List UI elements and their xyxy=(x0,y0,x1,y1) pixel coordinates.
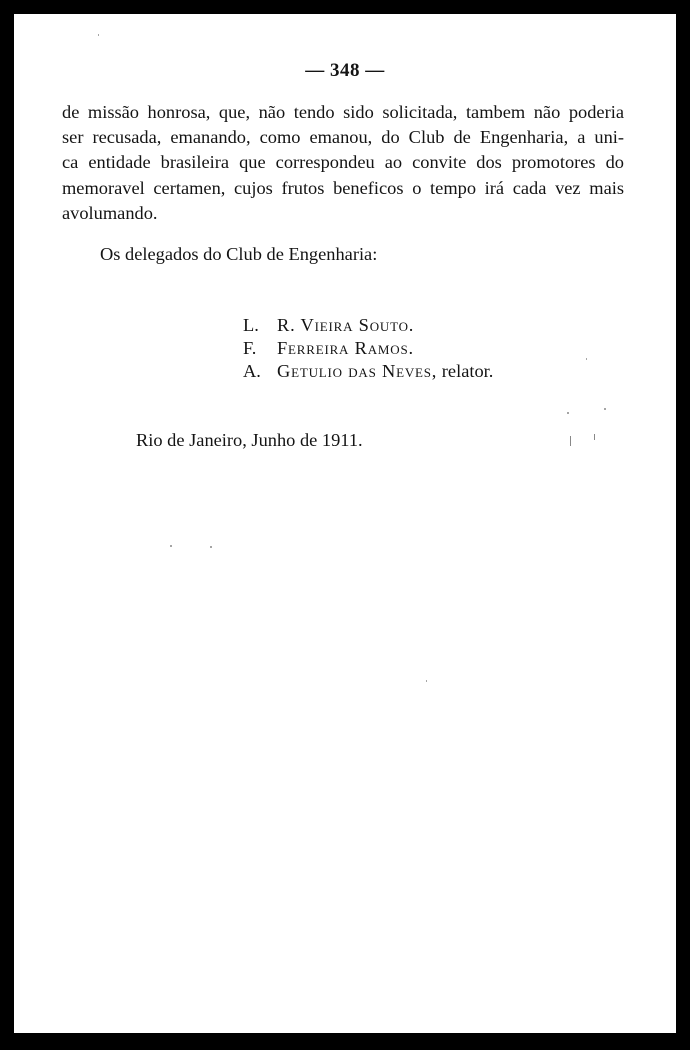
paragraph-line: ser recusada, emanando, como emanou, do Club de Engenharia, a uni- xyxy=(62,127,624,148)
delegates-intro: Os delegados do Club de Engenharia: xyxy=(100,244,378,264)
page-number: — 348 — xyxy=(305,60,385,81)
signatory-initial: L. xyxy=(243,315,259,335)
signatory-initial: A. xyxy=(243,361,261,381)
signatory-name: R. Vieira Souto. xyxy=(277,315,415,335)
signatory-initial: F. xyxy=(243,338,257,358)
signatory-line xyxy=(243,337,493,360)
scan-speck xyxy=(570,436,571,446)
document-page xyxy=(14,14,676,1033)
scan-speck xyxy=(567,412,569,414)
scan-speck xyxy=(98,34,99,36)
scan-speck xyxy=(170,545,172,547)
scan-speck xyxy=(586,358,587,360)
scan-speck xyxy=(604,408,606,410)
signatory-line xyxy=(243,360,493,383)
paragraph-line: memoravel certamen, cujos frutos beneficos o tempo irá cada vez mais xyxy=(62,177,624,198)
signature-block xyxy=(243,314,493,383)
paragraph-line: avolumando. xyxy=(62,202,158,223)
scan-speck xyxy=(594,434,595,440)
paragraph-line: de missão honrosa, que, não tendo sido solicitada, tambem não poderia xyxy=(62,102,624,122)
paragraph-line: ca entidade brasileira que correspondeu ao convite dos promotores do xyxy=(62,152,624,173)
signatory-name: Ferreira Ramos. xyxy=(277,338,414,358)
place-and-date: Rio de Janeiro, Junho de 1911. xyxy=(136,430,363,450)
signatory-line xyxy=(243,314,493,337)
scan-speck xyxy=(426,680,427,682)
scan-speck xyxy=(210,546,212,548)
signatory-role: relator. xyxy=(437,361,494,381)
signatory-name: Getulio das Neves, xyxy=(277,361,438,381)
body-paragraph xyxy=(62,100,624,226)
